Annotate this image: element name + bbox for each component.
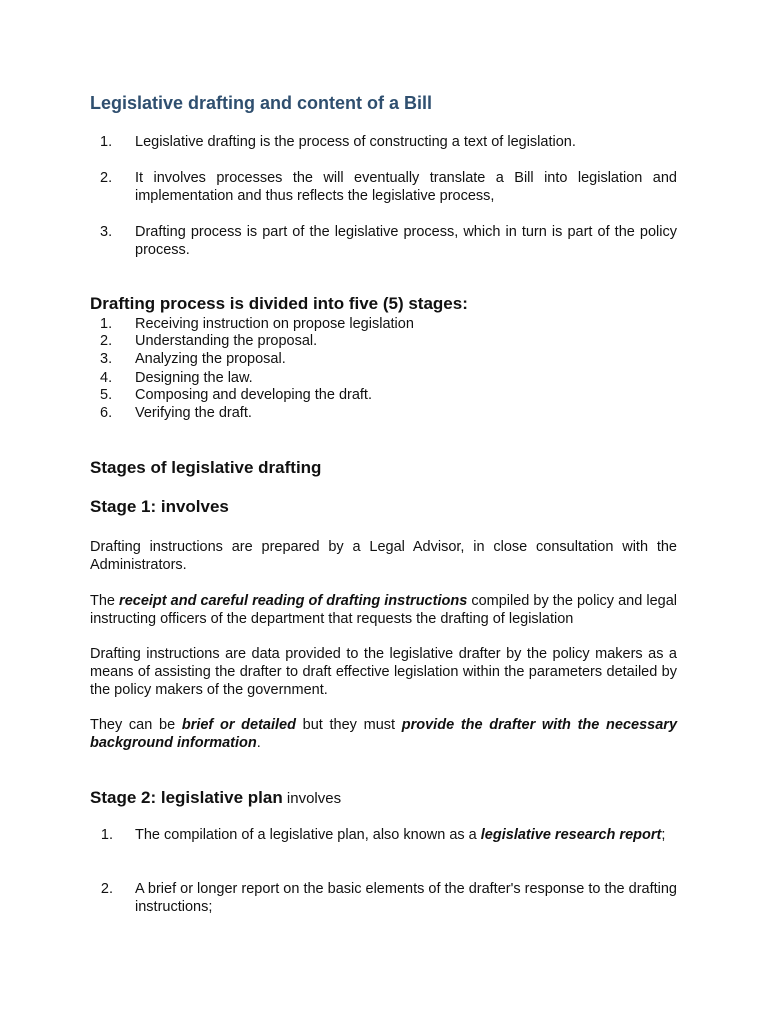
text-span: ; — [661, 827, 666, 843]
list-text: Verifying the draft. — [135, 405, 252, 421]
list-number: 2. — [100, 333, 113, 349]
text-span: The — [90, 593, 120, 609]
stages-heading: Drafting process is divided into five (5) stages: — [90, 294, 468, 313]
emphasis-text: brief or detailed — [181, 717, 296, 733]
emphasis-text: provide the drafter with the necessary background information — [90, 717, 678, 751]
list-number: 4. — [100, 370, 113, 386]
text-span: They can be — [90, 717, 182, 733]
emphasis-text: receipt and careful reading of drafting instructions — [119, 593, 468, 609]
list-number: 6. — [100, 405, 113, 421]
list-text: A brief or longer report on the basic elements of the drafter's response to the drafting instructions; — [135, 881, 677, 915]
section-heading: Stages of legislative drafting — [90, 458, 322, 477]
list-text: Understanding the proposal. — [135, 333, 318, 349]
text-span: . — [256, 735, 261, 751]
list-text: Drafting process is part of the legislative process, which in turn is part of the policy process. — [135, 224, 677, 258]
stage1-paragraph — [90, 592, 677, 628]
list-text: Legislative drafting is the process of constructing a text of legislation. — [135, 134, 576, 150]
stage2-heading-bold: Stage 2: legislative plan — [90, 788, 283, 807]
list-text: It involves processes the will eventually translate a Bill into legislation and implementation and thus reflects the legislative process, — [135, 170, 677, 204]
stage1-heading: Stage 1: involves — [90, 497, 229, 516]
text-span: compiled by the policy and legal instructing officers of the department that requests the drafting of legislation — [90, 593, 677, 627]
list-number: 3. — [100, 351, 113, 367]
text-span: but they must — [295, 717, 402, 733]
stage1-paragraph: Drafting instructions are prepared by a Legal Advisor, in close consultation with the Administrators. — [90, 539, 677, 573]
stage1-paragraph — [90, 716, 677, 752]
list-number: 5. — [100, 387, 113, 403]
list-text: Designing the law. — [135, 370, 253, 386]
list-text: Receiving instruction on propose legislation — [135, 316, 414, 332]
document-title: Legislative drafting and content of a Bill — [90, 93, 433, 113]
list-number: 3. — [100, 224, 113, 240]
text-span: The compilation of a legislative plan, also known as a — [135, 827, 481, 843]
list-number: 2. — [100, 170, 113, 186]
list-text: Analyzing the proposal. — [135, 351, 286, 367]
list-text — [135, 826, 677, 844]
stage2-heading-suffix: involves — [282, 790, 342, 807]
stage1-paragraph: Drafting instructions are data provided to the legislative drafter by the policy makers as a means of assisting the drafter to draft effective legislation within the parameters detailed by the policy makers of the government. — [90, 646, 677, 698]
list-number: 1. — [100, 827, 113, 843]
list-number: 2. — [100, 881, 113, 897]
list-number: 1. — [100, 134, 113, 150]
stage2-heading — [90, 788, 341, 808]
list-text: Composing and developing the draft. — [135, 387, 372, 403]
emphasis-text: legislative research report — [480, 827, 662, 843]
list-number: 1. — [100, 316, 113, 332]
